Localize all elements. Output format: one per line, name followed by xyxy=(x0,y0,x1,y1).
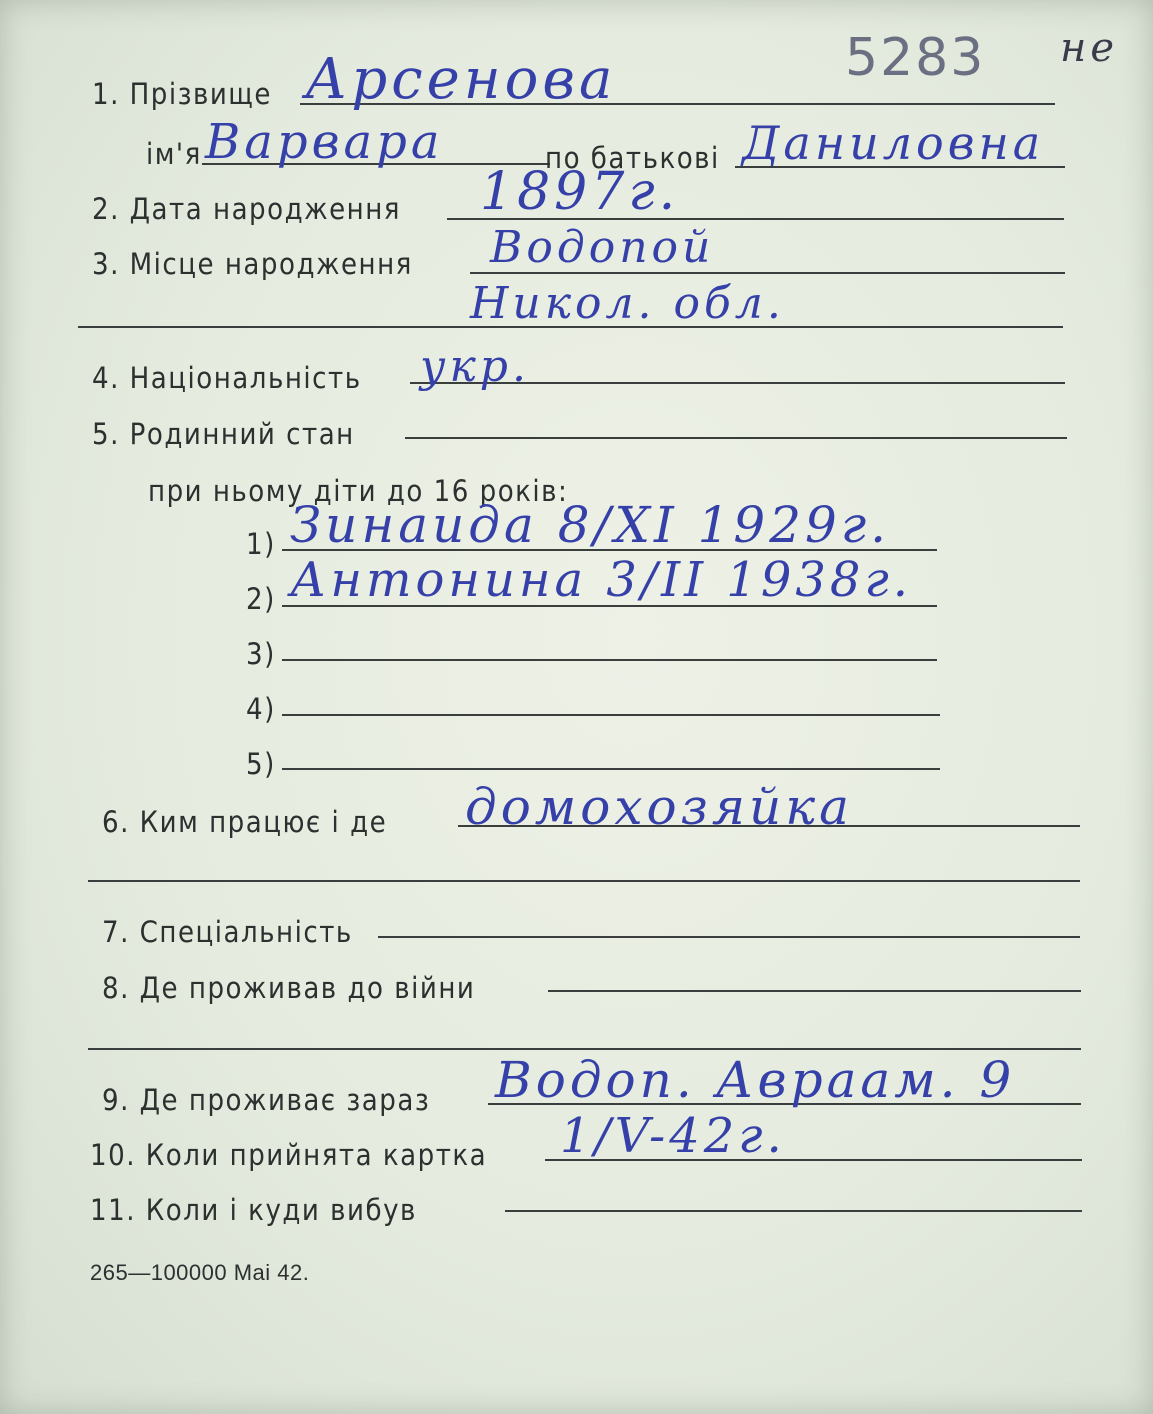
birth-place-value-line2: Никол. обл. xyxy=(470,278,785,329)
prewar-residence-line-2 xyxy=(88,1048,1081,1050)
prewar-residence-label: 8. Де проживав до війни xyxy=(102,971,476,1005)
nationality-value: укр. xyxy=(420,341,530,392)
marital-status-line xyxy=(405,437,1067,439)
child-5-num: 5) xyxy=(246,747,276,781)
child-4-num: 4) xyxy=(246,692,276,726)
child-4-line xyxy=(282,714,940,716)
marital-status-label: 5. Родинний стан xyxy=(92,417,355,451)
specialty-line xyxy=(378,936,1080,938)
child-3-num: 3) xyxy=(246,637,276,671)
printer-imprint: 265—100000 Mai 42. xyxy=(90,1260,310,1285)
nationality-label: 4. Національність xyxy=(92,361,362,395)
occupation-label: 6. Ким працює і де xyxy=(102,805,388,839)
card-number-suffix: не xyxy=(1060,25,1119,71)
child-3-line xyxy=(282,659,937,661)
current-residence-value: Водоп. Авраам. 9 xyxy=(495,1051,1016,1109)
patronymic-value: Даниловна xyxy=(742,116,1045,170)
surname-label: 1. Прізвище xyxy=(92,77,272,111)
first-name-value: Варвара xyxy=(205,114,444,170)
patronymic-label: по батькові xyxy=(545,141,720,175)
child-5-line xyxy=(282,768,940,770)
child-2-num: 2) xyxy=(246,582,276,616)
current-residence-label: 9. Де проживає зараз xyxy=(102,1083,431,1117)
children-label: при ньому діти до 16 років: xyxy=(148,474,569,508)
birth-date-label: 2. Дата народження xyxy=(92,192,401,226)
departure-line xyxy=(505,1210,1082,1212)
child-2-value: Антонина 3/II 1938г. xyxy=(290,552,912,608)
child-1-value: Зинаида 8/XI 1929г. xyxy=(290,496,890,554)
card-accepted-value: 1/V-42г. xyxy=(560,1108,786,1164)
occupation-value: домохозяйка xyxy=(465,778,853,836)
birth-place-label: 3. Місце народження xyxy=(92,247,413,281)
surname-value: Арсенова xyxy=(305,47,617,112)
birth-date-value: 1897г. xyxy=(480,162,680,222)
birth-place-value-line1: Водопой xyxy=(490,222,715,273)
prewar-residence-line xyxy=(548,990,1081,992)
card-accepted-label: 10. Коли прийнята картка xyxy=(90,1138,488,1172)
first-name-label: ім'я xyxy=(146,137,202,171)
card-number-stamp: 5283 xyxy=(845,28,986,88)
occupation-line-2 xyxy=(88,880,1080,882)
specialty-label: 7. Спеціальність xyxy=(102,915,353,949)
departure-label: 11. Коли і куди вибув xyxy=(90,1193,417,1227)
child-1-num: 1) xyxy=(246,527,276,561)
